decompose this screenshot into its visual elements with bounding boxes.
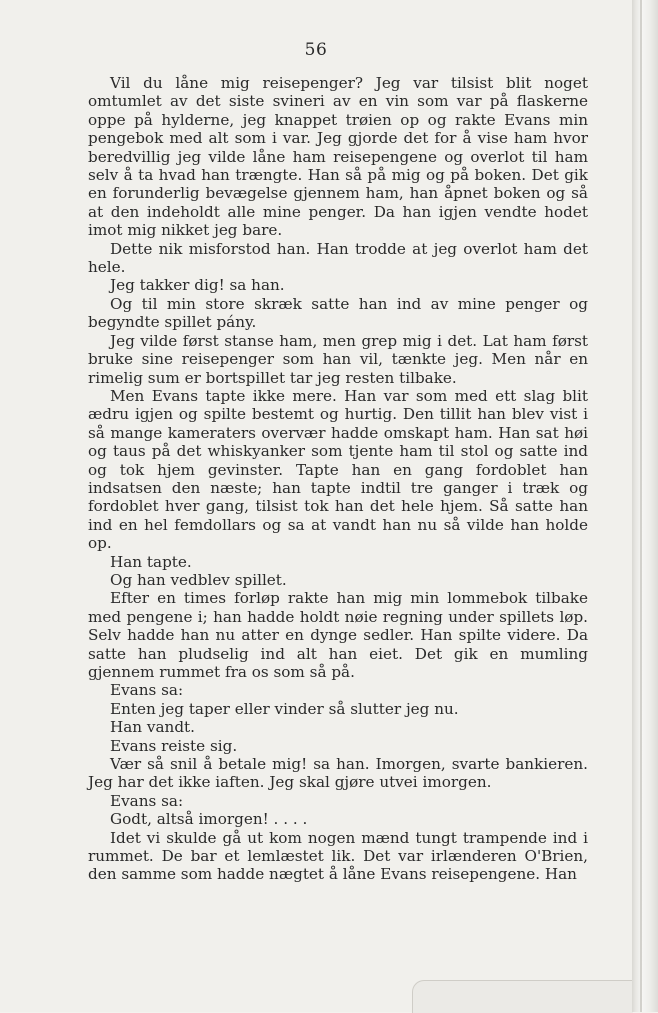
paragraph: Jeg vilde først stanse ham, men grep mig i det. Lat ham først bruke sine reisepenger som han vil, tænkte jeg. Men når en rimelig sum er bortspillet tar jeg resten tilbake. (88, 331, 588, 387)
paragraph: Dette nik misforstod han. Han trodde at jeg overlot ham det hele. (88, 239, 588, 277)
paragraph: Han tapte. (110, 552, 192, 571)
paragraph: Vil du låne mig reisepenger? Jeg var tilsist blit noget omtumlet av det siste svineri av en vin som var på flaskerne oppe på hylderne, jeg knappet trøien op og rakte Evans min pengebok med alt som i var. Jeg gjorde det for å vise ham hvor beredvillig jeg vilde låne ham reisepengene og overlot til ham selv å ta hvad han trængte. Han så på mig og på boken. Det gik en forunderlig bevægelse gjennem ham, han åpnet boken og så at den indeholdt alle mine penger. Da han igjen vendte hodet imot mig nikket jeg bare. (88, 74, 588, 240)
paragraph: Evans sa: (110, 681, 184, 700)
paragraph: Og til min store skræk satte han ind av mine penger og begyndte spillet pány. (88, 294, 588, 332)
paragraph: Vær så snil å betale mig! sa han. Imorgen, svarte bankieren. Jeg har det ikke iaften. Jeg skal gjøre utvei imorgen. (88, 755, 588, 792)
paragraph: Men Evans tapte ikke mere. Han var som med ett slag blit ædru igjen og spilte bestemt og hurtig. Den tillit han blev vist i så mange kameraters overvær hadde omskapt ham. Han sat høi og taus på det whiskyanker som tjente ham til stol og satte ind og tok hjem gevinster. Tapte han en gang fordoblet han indsatsen den næste; han tapte indtil tre ganger i træk og fordoblet hver gang, tilsist tok han det hele hjem. Så satte han ind en hel femdollars og sa at vandt han nu så vilde han holde op. (88, 386, 588, 553)
paragraph: Enten jeg taper eller vinder så slutter jeg nu. (110, 699, 459, 718)
paragraph: Jeg takker dig! sa han. (110, 276, 285, 295)
paragraph: Idet vi skulde gå ut kom nogen mænd tungt trampende ind i rummet. De bar et lemlæstet lik. Det var irlænderen O'Brien, den samme som hadde nægtet å låne Evans reisepengene. Han (88, 828, 588, 884)
paragraph: Efter en times forløp rakte han mig min lommebok tilbake med pengene i; han hadde holdt nøie regning under spillets løp. Selv hadde han nu atter en dynge sedler. Han spilte videre. Da satte han pludselig ind alt han eiet. Det gik en mumling gjennem rummet fra os som så på. (88, 589, 588, 681)
paragraph: Evans sa: (110, 791, 184, 810)
page-number: 56 (304, 40, 328, 60)
paragraph: Godt, altså imorgen! . . . . (110, 810, 308, 829)
paragraph: Han vandt. (110, 718, 195, 737)
page-corner-fold (412, 980, 633, 1013)
page-edge (632, 0, 658, 1012)
paragraph: Evans reiste sig. (110, 736, 238, 755)
paragraph: Og han vedblev spillet. (110, 570, 287, 589)
body-text (88, 74, 588, 884)
